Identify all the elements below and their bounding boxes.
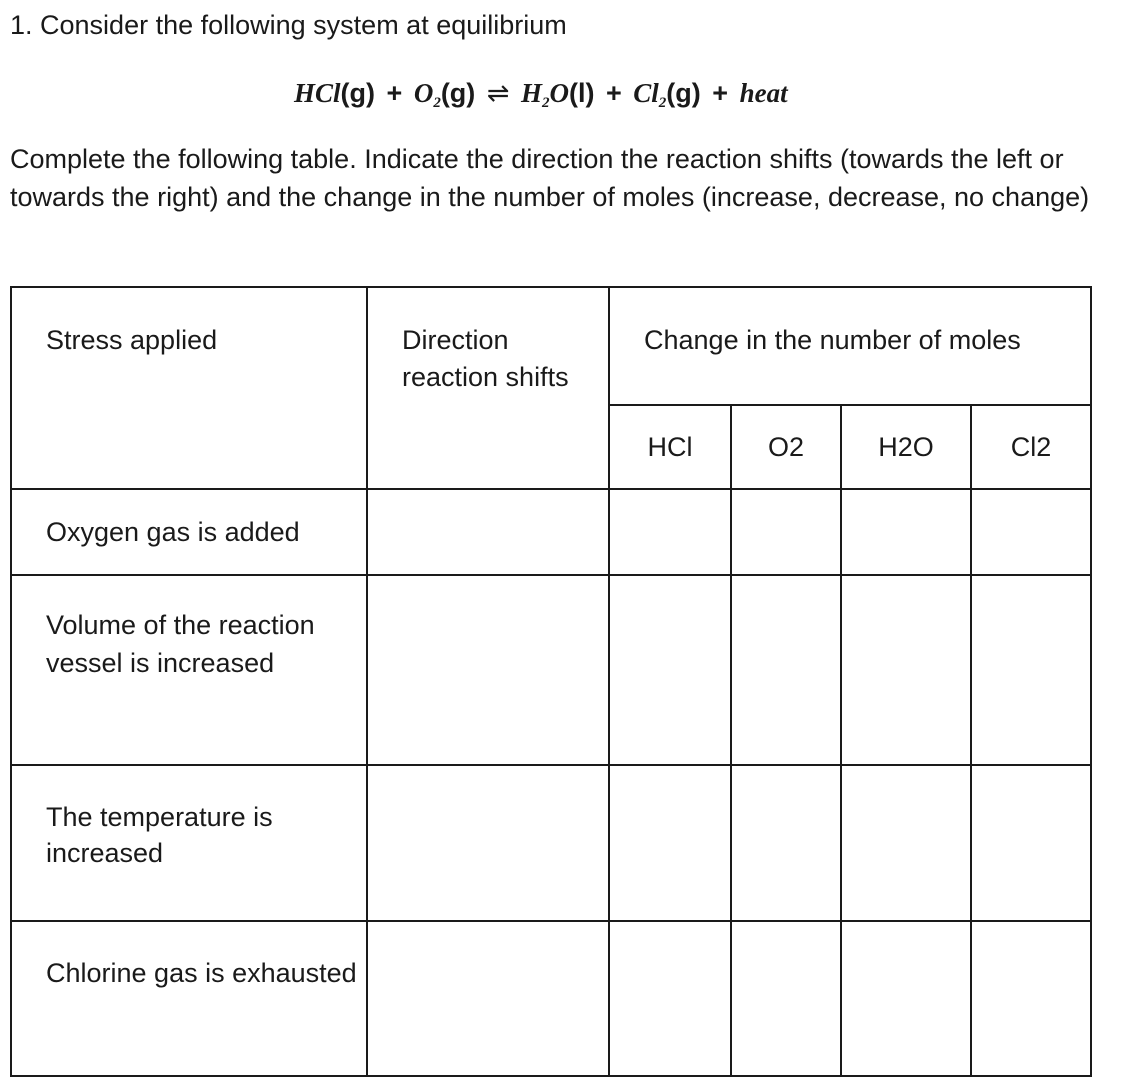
stress-cell: Volume of the reaction vessel is increased (11, 575, 367, 765)
table-header-row (11, 287, 1091, 405)
direction-cell[interactable] (367, 575, 609, 765)
h2o-change-cell[interactable] (841, 921, 971, 1076)
phase-hcl: (g) (340, 78, 375, 108)
h2o-change-cell[interactable] (841, 575, 971, 765)
stress-cell: Oxygen gas is added (11, 489, 367, 575)
plus-sign: + (712, 78, 729, 108)
direction-cell[interactable] (367, 921, 609, 1076)
header-h2o: H2O (841, 405, 971, 489)
hcl-change-cell[interactable] (609, 575, 731, 765)
plus-sign: + (605, 78, 622, 108)
cl2-change-cell[interactable] (971, 489, 1091, 575)
stress-cell: The temperature is increased (11, 765, 367, 921)
species-cl2: $Cl_2$ (633, 78, 667, 111)
header-stress-applied: Stress applied (11, 287, 367, 489)
o2-change-cell[interactable] (731, 921, 841, 1076)
hcl-change-cell[interactable] (609, 765, 731, 921)
header-o2: O2 (731, 405, 841, 489)
header-change-in-moles: Change in the number of moles (609, 287, 1091, 405)
hcl-change-cell[interactable] (609, 489, 731, 575)
direction-cell[interactable] (367, 765, 609, 921)
h2o-change-cell[interactable] (841, 489, 971, 575)
h2o-change-cell[interactable] (841, 765, 971, 921)
heat-term: heat (739, 78, 788, 108)
plus-sign: + (386, 78, 403, 108)
header-direction: Direction reaction shifts (367, 287, 609, 489)
equilibrium-arrow-icon: ⇌ (486, 78, 510, 109)
cl2-change-cell[interactable] (971, 921, 1091, 1076)
phase-h2o: (l) (568, 78, 595, 108)
phase-o2: (g) (440, 78, 476, 108)
cl2-change-cell[interactable] (971, 765, 1091, 921)
reaction-equation (294, 76, 788, 111)
o2-change-cell[interactable] (731, 489, 841, 575)
instructions-text: Complete the following table. Indicate the direction the reaction shifts (towards the left or towards the right) and the change in the number of moles (increase, decrease, no change) (10, 144, 1090, 212)
species-hcl: HCl (294, 78, 341, 108)
question-heading: 1. Consider the following system at equilibrium (10, 10, 567, 40)
table-row (11, 489, 1091, 575)
direction-cell[interactable] (367, 489, 609, 575)
table-row (11, 575, 1091, 765)
o2-change-cell[interactable] (731, 575, 841, 765)
table-row (11, 765, 1091, 921)
cl2-change-cell[interactable] (971, 575, 1091, 765)
equilibrium-table (10, 286, 1092, 1077)
table-row (11, 921, 1091, 1076)
hcl-change-cell[interactable] (609, 921, 731, 1076)
header-cl2: Cl2 (971, 405, 1091, 489)
header-hcl: HCl (609, 405, 731, 489)
o2-change-cell[interactable] (731, 765, 841, 921)
phase-cl2: (g) (666, 78, 701, 108)
stress-cell: Chlorine gas is exhausted (11, 921, 367, 1076)
species-o2: $O_2$ (413, 78, 441, 111)
species-h2o: $H_2O$ (520, 78, 569, 111)
